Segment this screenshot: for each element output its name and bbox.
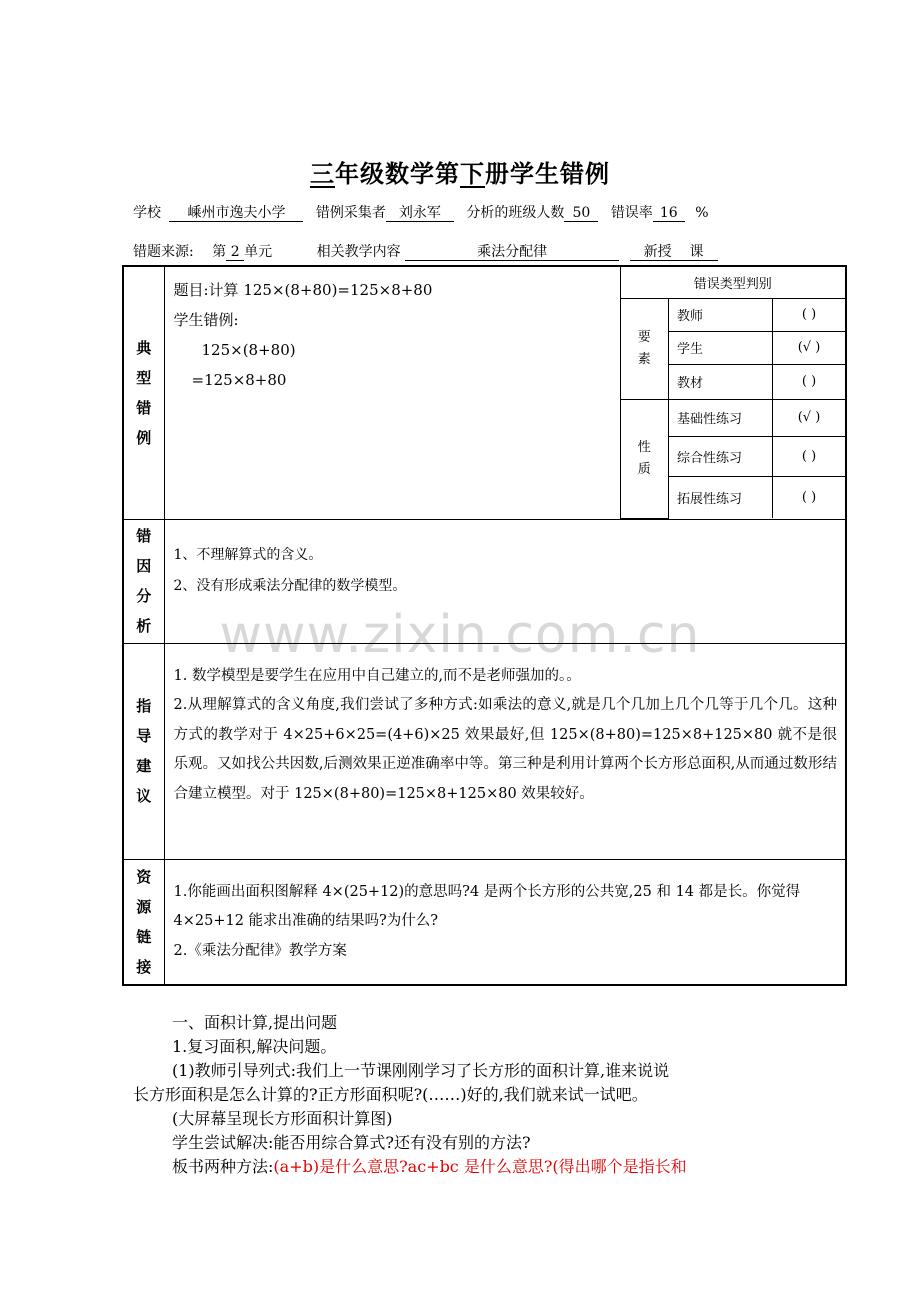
content-value: 乘法分配律 [405,244,619,261]
meta-row-source [133,241,718,261]
side-label-example: 典 型 错 例 [123,266,164,519]
type-name: 基础性练习 [669,399,773,436]
collector-label: 错例采集者 [315,205,386,221]
school-value: 嵊州市逸夫小学 [169,205,303,222]
title-grade: 三 [310,159,335,188]
body-line: 学生尝试解决:能否用综合算式?还有没有别的方法? [172,1133,531,1152]
school-label: 学校 [133,205,161,221]
checkbox-basic-practice[interactable]: (√ ) [773,399,846,436]
type-name: 综合性练习 [669,436,773,476]
problem-text: 题目:计算 125×(8+80)=125×8+80 [173,281,433,299]
title-mid: 年级数学第 [335,159,460,188]
error-rate-value: 16 [653,205,685,222]
class-count-label: 分析的班级人数 [466,205,565,221]
section-heading: 一、面积计算,提出问题 [172,1013,338,1032]
checkbox-extended-practice[interactable]: ( ) [773,476,846,518]
advice-paragraph: 2.从理解算式的含义角度,我们尝试了多种方式:如乘法的意义,就是几个几加上几个几等于几个几。这种方式的教学对于 4×25+6×25=(4+6)×25 效果最好,但 125×(8+80)=125×8+125×80 就不是很乐观。又如找公共因数,后测效果正逆准确率中等。第三种是利用计算两个长方形总面积,从而通过数形结合建立模型。对于 125×(8+80)=125×8+125×80 效果较好。 [173,697,837,802]
type-name: 教材 [669,364,773,399]
error-case-table [122,265,847,986]
body-line-mixed [172,1155,687,1179]
unit-value: 2 [226,244,244,261]
side-label-resource: 资 源 链 接 [123,859,164,985]
title-end: 册学生错例 [485,159,610,188]
cause-cell [164,519,846,643]
percent-sign: % [695,205,709,221]
group-label-elements: 要 素 [621,298,669,399]
meta-row-school [133,202,709,222]
advice-paragraph: 1. 数学模型是要学生在应用中自己建立的,而不是老师强加的。。 [173,667,581,684]
type-name: 拓展性练习 [669,476,773,518]
body-line-red: (a+b)是什么意思?ac+bc 是什么意思?(得出哪个是指长和 [273,1157,687,1176]
checkbox-teacher[interactable]: ( ) [773,298,846,331]
resource-paragraph: 1.你能画出面积图解释 4×(25+12)的意思吗?4 是两个长方形的公共宽,25 和 14 都是长。你觉得 4×25+12 能求出准确的结果吗?为什么? [173,883,801,929]
side-label-advice: 指 导 建 议 [123,643,164,859]
body-line: (大屏幕呈现长方形面积计算图) [172,1109,393,1128]
lesson-suffix: 课 [689,244,704,260]
checkbox-textbook[interactable]: ( ) [773,364,846,399]
unit-suffix: 单元 [244,244,273,260]
resource-cell [164,859,846,985]
example-cell [164,266,620,519]
resource-link[interactable]: 2.《乘法分配律》教学方案 [173,942,347,959]
type-name: 教师 [669,298,773,331]
body-line: (1)教师引导列式:我们上一节课刚刚学习了长方形的面积计算,谁来说说 [172,1061,670,1080]
cause-line: 2、没有形成乘法分配律的数学模型。 [173,577,407,594]
source-label: 错题来源: [133,244,194,260]
checkbox-student[interactable]: (√ ) [773,331,846,364]
student-example-label: 学生错例: [173,311,239,329]
watermark: www.zixin.com.cn [219,605,701,665]
cause-line: 1、不理解算式的含义。 [173,546,323,563]
advice-cell [164,643,846,859]
side-label-cause: 错 因 分 析 [123,519,164,643]
title-volume: 下 [460,159,485,188]
error-type-header: 错误类型判别 [621,267,846,298]
content-label: 相关教学内容 [316,244,401,260]
type-name: 学生 [669,331,773,364]
error-type-cell [620,266,846,519]
page-title [0,154,920,189]
body-line: 长方形面积是怎么计算的?正方形面积呢?(……)好的,我们就来试一试吧。 [133,1085,648,1104]
error-rate-label: 错误率 [610,205,653,221]
unit-prefix: 第 [212,244,227,260]
student-work-line-2: =125×8+80 [191,371,287,389]
student-work-line-1: 125×(8+80) [201,341,296,359]
class-count-value: 50 [564,205,598,222]
error-type-table [621,267,846,519]
lesson-type-text: 新授 [643,244,672,260]
body-line-black: 板书两种方法: [172,1157,274,1176]
checkbox-comprehensive-practice[interactable]: ( ) [773,436,846,476]
group-label-nature: 性 质 [621,399,669,518]
lesson-type [630,244,718,261]
collector-value: 刘永军 [386,205,454,222]
subheading: 1.复习面积,解决问题。 [172,1037,337,1056]
